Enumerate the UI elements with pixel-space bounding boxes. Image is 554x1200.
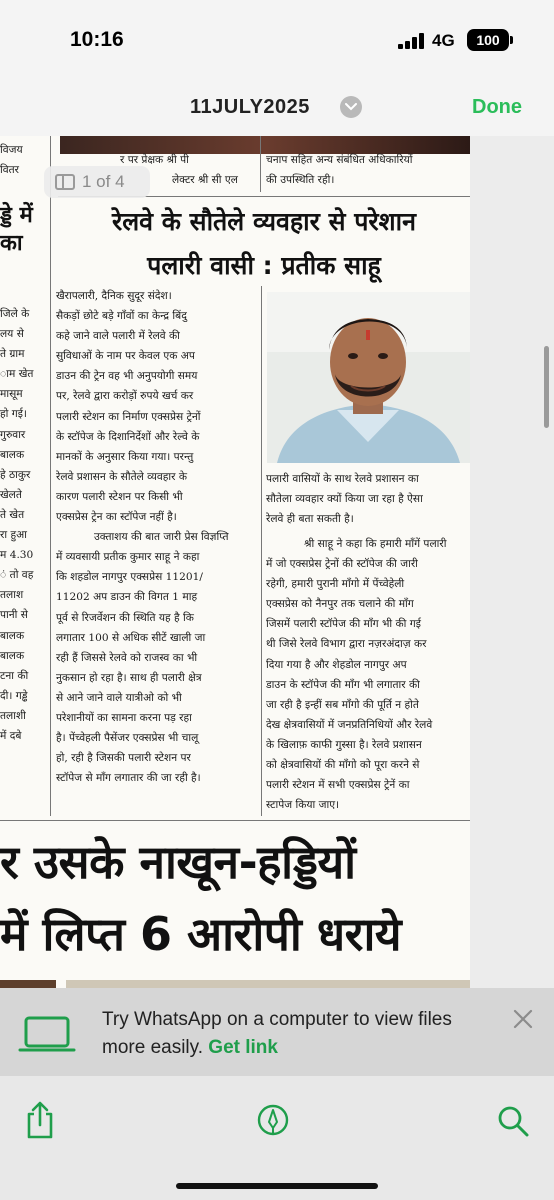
top-left-snippet: विजय वितर <box>0 144 23 177</box>
bottom-image-strip <box>0 980 56 988</box>
home-indicator[interactable] <box>176 1183 378 1189</box>
nav-bar <box>0 72 554 136</box>
article-column-1: खैरापलारी, दैनिक सुदूर संदेश। सैकड़ों छोटे बड़े गाँवों का केन्द्र बिंदु कहे जाने वाले पलारी में रेलवे की सुविधाओं के नाम पर केवल एक अप डाउन की ट्रेन वह भी अनुपयोगी समय पर, रेलवे द्वारा करोड़ों रुपये खर्च कर पलारी स्टेशन का निर्माण एक्सप्रेस ट्रेनों के स्टॉपेज के दिशानिर्देशों और रेल्वे के मानकों के अनुसार किया गया। परन्तु रेलवे प्रशासन के सौतेले व्यवहार के कारण पलारी स्टेशन पर किसी भी एक्सप्रेस ट्रेन का स्टॉपेज नहीं है। उक्ताशय की बात जारी प्रेस विज्ञप्ति में व्यवसायी प्रतीक कुमार साहू ने कहा कि शहडोल नागपुर एक्सप्रेस 11201/ 11202 अप डाउन की विगत 1 माह पूर्व से रिजर्वेशन की स्थिति यह है कि लगातार 100 से अधिक सीटें खाली जा रही हैं जिससे रेलवे को राजस्व का भी नुकसान हो रहा है। साथ ही पलारी क्षेत्र से आने जाने वाले यात्रीओ को भी परेशानीयों का सामना करना पड़ रहा है। पेंच्वेहली पैसेंजर एक्सप्रेस भी चालू हो, रही है जिसकी पलारी स्टेशन पर स्टॉपेज से माँग लगातार की जा रही है। <box>56 290 229 785</box>
status-time: 10:16 <box>70 28 124 51</box>
photo-caption: पलारी वासियों के साथ रेलवे प्रशासन का सौतेला व्यवहार क्यों किया जा रहा है ऐसा रेलवे ही बता सकती है। <box>266 473 423 526</box>
left-column-text: जिले के लय से ते ग्राम ाम खेत मासूम हो गई। गुरुवार बालक हे ठाकुर खेलते ते खेत रा हुआ म 4.30 ं तो वह तलाश पानी से बालक बालक टना की दी। गड्ढे तलाशी में दबे <box>0 308 34 742</box>
left-column-heading: ड्डे में का <box>0 203 33 256</box>
top-right-snippet: चनाप सहित अन्य संबंधित अधिकारियों की उपस्थिति रही। <box>266 154 413 187</box>
article-headline: रेलवे के सौतेले व्यवहार से परेशान <box>112 207 416 236</box>
scrollbar-thumb[interactable] <box>544 346 549 428</box>
top-middle-snippet: र पर प्रेक्षक श्री पी लेक्टर श्री सी एल <box>120 154 238 187</box>
document-title[interactable]: 11JULY2025 <box>190 96 310 118</box>
laptop-icon <box>18 1016 76 1054</box>
article-photo <box>267 292 470 463</box>
chevron-down-icon[interactable] <box>340 96 362 118</box>
signal-icon <box>398 33 426 49</box>
share-icon[interactable] <box>24 1100 56 1140</box>
bottom-image-strip <box>66 980 470 988</box>
done-button[interactable]: Done <box>472 96 522 118</box>
divider <box>0 820 470 821</box>
markup-icon[interactable] <box>257 1104 289 1136</box>
sidebar-icon <box>55 174 75 190</box>
column-divider <box>260 136 261 192</box>
get-link-button[interactable]: Get link <box>208 1037 278 1058</box>
next-headline: र उसके नाखून-हड्डियों <box>0 835 356 889</box>
battery-icon: 100 <box>467 29 509 51</box>
document-viewport[interactable] <box>0 136 554 988</box>
article-headline-line2: पलारी वासी : प्रतीक साहू <box>147 251 381 280</box>
column-divider <box>50 136 51 816</box>
column-divider <box>261 286 262 816</box>
whatsapp-desktop-banner <box>0 988 554 1076</box>
network-label: 4G <box>432 31 455 50</box>
banner-message: Try WhatsApp on a computer to view files more easily. Get link <box>102 1009 452 1058</box>
status-bar <box>0 0 554 72</box>
search-icon[interactable] <box>496 1104 530 1138</box>
next-headline-line2: में लिप्त 6 आरोपी धराये <box>0 907 402 961</box>
page-indicator[interactable]: 1 of 4 <box>44 166 150 198</box>
bottom-toolbar <box>0 1076 554 1200</box>
battery-tip <box>510 36 513 44</box>
newspaper-page <box>0 136 470 988</box>
article-column-2: श्री साहू ने कहा कि हमारी माँगें पलारी में जो एक्सप्रेस ट्रेनों की स्टॉपेज की जारी रहेगी, हमारी पुरानी माँगो में पेंच्वेहेली एक्सप्रेस को नैनपुर तक चलाने की माँग जिसमें पलारी स्टॉपेज की माँग भी की गई थी जिसे रेलवे विभाग द्वारा नज़रअंदाज़ कर दिया गया है और शेहडोल नागपुर अप डाउन के स्टॉपेज की माँग भी लगातार की जा रही है इन्हीं सब माँगो की पूर्ति न होते देख क्षेत्रवासियों में जनप्रतिनिधियों और रेलवे के खिलाफ़ काफी गुस्सा है। रेलवे प्रशासन को क्षेत्रवासियों की माँगो को पूरा करने से पलारी स्टेशन में सभी एक्सप्रेस ट्रेनें का स्टापेज किया जाए। <box>266 538 447 812</box>
close-icon[interactable] <box>512 1008 534 1030</box>
